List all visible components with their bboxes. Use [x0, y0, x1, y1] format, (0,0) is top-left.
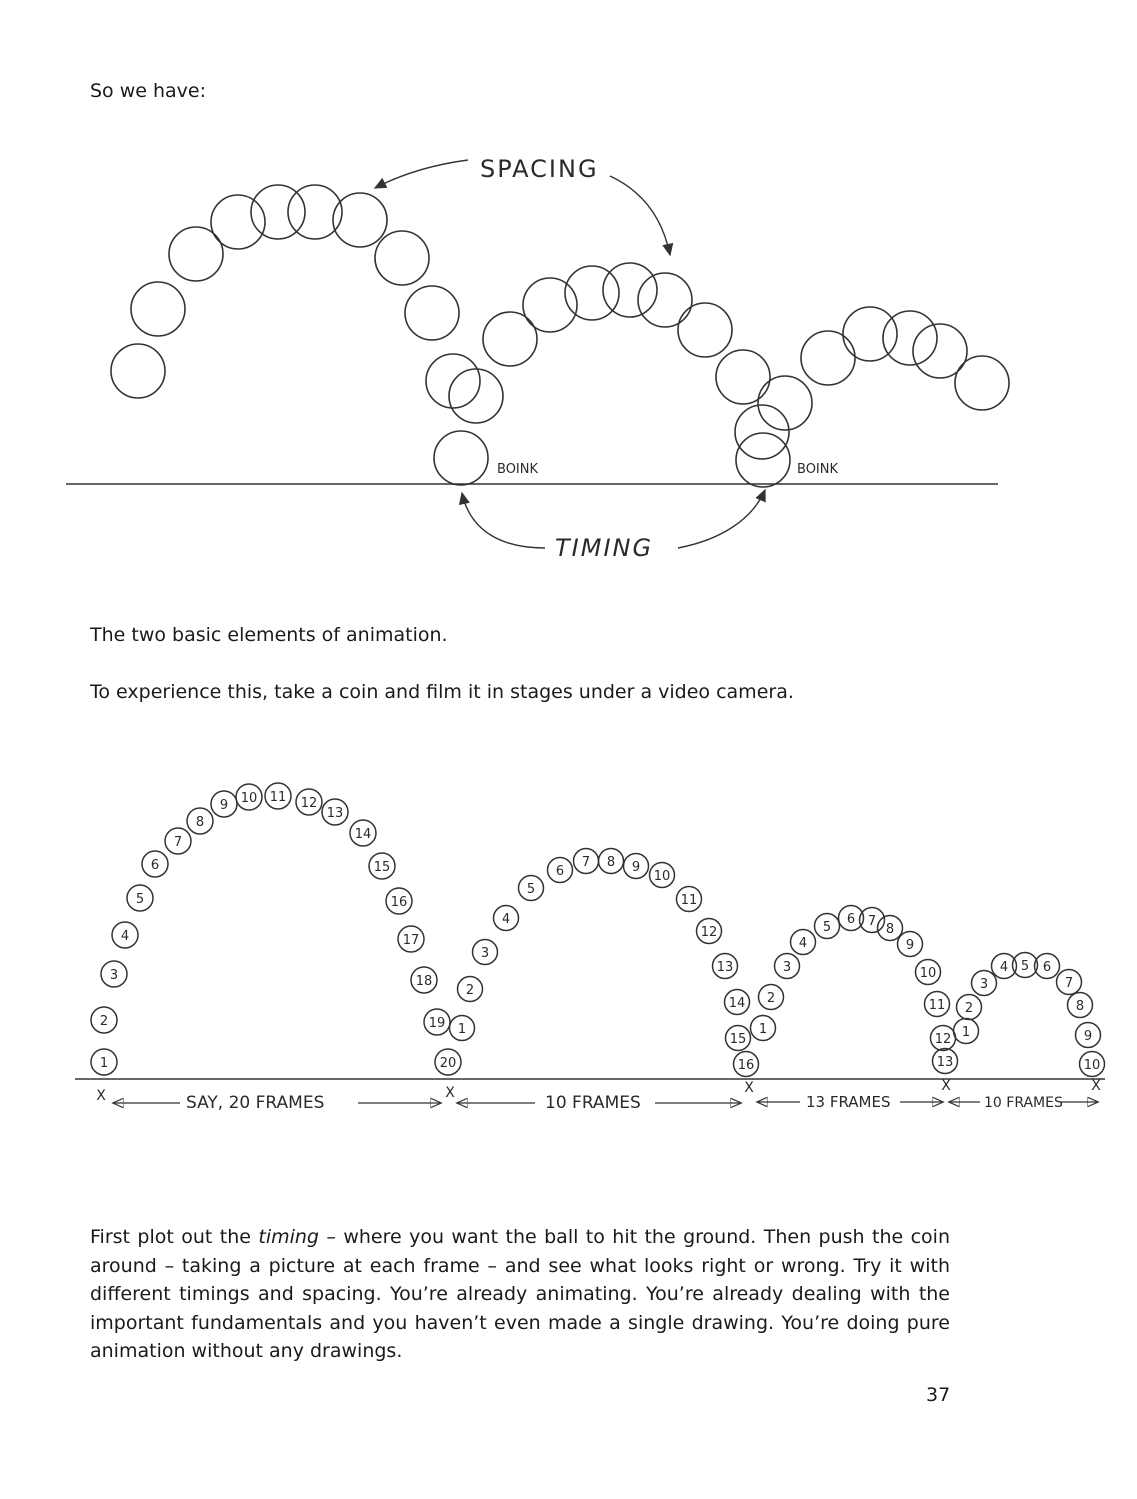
frame-number: 10	[919, 966, 937, 981]
frame-number: 10	[240, 791, 258, 806]
contact-x-mark: X	[445, 1085, 455, 1101]
frame-number: 17	[402, 933, 420, 948]
contact-x-mark: X	[96, 1088, 106, 1104]
contact-x-mark: X	[941, 1078, 951, 1094]
frame-number: 4	[501, 912, 511, 927]
frame-number: 5	[526, 882, 536, 897]
frame-number: 7	[173, 835, 183, 850]
frame-number: 18	[415, 974, 433, 989]
page-number: 37	[926, 1384, 951, 1406]
frame-number: 11	[269, 790, 287, 805]
body-text-rest: – where you want the ball to hit the ground. Then push the coin around – taking a picture at each frame – and see what looks right or wrong. Try it with different timings and spacing. You’re already animating. You’re already dealing with the important fundamentals and you haven’t even made a single drawing. You’re doing pure animation without any drawings.	[90, 1226, 950, 1362]
frame-number: 2	[766, 991, 776, 1006]
intro-text: So we have:	[90, 80, 207, 102]
frame-number: 8	[195, 815, 205, 830]
timing-label: TIMING	[555, 534, 654, 562]
contact-x-mark: X	[1091, 1078, 1101, 1094]
frame-number: 8	[885, 922, 895, 937]
frame-number: 2	[964, 1001, 974, 1016]
frame-number: 9	[219, 798, 229, 813]
frame-number: 1	[961, 1025, 971, 1040]
frame-count-label: 13 FRAMES	[806, 1093, 891, 1111]
frame-number: 15	[729, 1032, 747, 1047]
boink-label: BOINK	[497, 462, 539, 477]
frame-count-label: 10 FRAMES	[984, 1095, 1063, 1111]
frame-number: 11	[680, 893, 698, 908]
frame-number: 7	[1064, 976, 1074, 991]
frame-number: 11	[928, 998, 946, 1013]
frame-number: 10	[653, 869, 671, 884]
frame-number: 4	[120, 929, 130, 944]
frame-number: 9	[905, 938, 915, 953]
frame-number: 16	[737, 1058, 755, 1073]
frame-number: 14	[728, 996, 746, 1011]
frame-number: 3	[782, 960, 792, 975]
frame-number: 9	[631, 860, 641, 875]
frame-number: 10	[1083, 1058, 1101, 1073]
frame-number: 12	[700, 925, 718, 940]
frame-number: 6	[555, 864, 565, 879]
frame-number: 6	[846, 912, 856, 927]
frame-number: 13	[716, 960, 734, 975]
frame-number: 12	[300, 796, 318, 811]
frame-number: 19	[428, 1016, 446, 1031]
frame-number: 9	[1083, 1029, 1093, 1044]
frame-number: 20	[439, 1056, 457, 1071]
body-text-emphasis: timing	[258, 1226, 319, 1248]
instruction-text: To experience this, take a coin and film it in stages under a video camera.	[90, 681, 794, 703]
frame-number: 3	[109, 968, 119, 983]
body-text-start: First plot out the	[90, 1226, 259, 1248]
frame-number: 5	[1020, 959, 1030, 974]
frame-number: 3	[979, 977, 989, 992]
frame-count-label: SAY, 20 FRAMES	[186, 1093, 325, 1113]
frame-number: 15	[373, 860, 391, 875]
frame-number: 3	[480, 946, 490, 961]
contact-x-mark: X	[744, 1080, 754, 1096]
frame-number: 2	[465, 983, 475, 998]
frame-number: 2	[99, 1014, 109, 1029]
frame-number: 16	[390, 895, 408, 910]
frame-number: 4	[798, 936, 808, 951]
frame-number: 6	[150, 858, 160, 873]
frame-number: 5	[135, 892, 145, 907]
frame-number: 14	[354, 827, 372, 842]
frame-number: 8	[606, 855, 616, 870]
frame-count-label: 10 FRAMES	[545, 1093, 641, 1113]
body-paragraph	[90, 1223, 950, 1366]
frame-number: 1	[99, 1056, 109, 1071]
frame-number: 1	[457, 1022, 467, 1037]
frame-number: 5	[822, 920, 832, 935]
frame-number: 1	[758, 1022, 768, 1037]
frame-number: 6	[1042, 960, 1052, 975]
spacing-label: SPACING	[480, 155, 599, 183]
caption-text: The two basic elements of animation.	[90, 624, 448, 646]
frame-number: 13	[326, 806, 344, 821]
frame-number: 12	[934, 1032, 952, 1047]
frame-number: 13	[936, 1055, 954, 1070]
frame-number: 4	[999, 960, 1009, 975]
frame-number: 8	[1075, 999, 1085, 1014]
boink-label: BOINK	[797, 462, 839, 477]
frame-number: 7	[867, 914, 877, 929]
frame-number: 7	[581, 855, 591, 870]
